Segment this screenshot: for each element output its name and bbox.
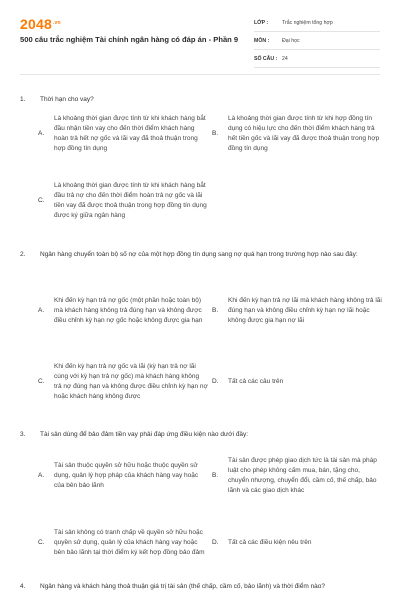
option-text: Tài sản được phép giao dịch tức là tài sản mà pháp luật cho phép không cấm mua, bán, tặng cho, chuyển nhượng, chuyển đổi, cầm cố, thế chấp, bảo lãnh và các giao dịch khác xyxy=(228,457,377,494)
question-text: Thời hạn cho vay? xyxy=(40,96,94,103)
logo-domain: .vn xyxy=(52,20,61,26)
info-value: 24 xyxy=(282,55,288,62)
question-number: 2. xyxy=(20,251,26,258)
option-3c[interactable] xyxy=(38,517,208,569)
question-2 xyxy=(20,250,382,260)
option-1b[interactable] xyxy=(212,105,382,163)
question-number: 1. xyxy=(20,96,26,103)
question-text: Tài sản dùng để bảo đảm tiền vay phải đáp ứng điều kiện nào dưới đây: xyxy=(40,431,249,438)
info-label: LỚP : xyxy=(254,19,269,26)
page-header xyxy=(0,0,400,70)
option-2b[interactable] xyxy=(212,286,382,336)
option-text: Là khoảng thời gian được tính từ khi khách hàng bắt đầu trả nợ cho đến thời điểm hoàn trả nợ gốc và lãi tiền vay đã được thoả thuận trong hợp đồng tín dụng được ký giữa ngân hàng xyxy=(54,182,207,219)
option-2d[interactable] xyxy=(212,376,382,388)
info-value: Đại học xyxy=(282,37,300,44)
info-row-subject xyxy=(254,32,380,50)
option-letter: A. xyxy=(38,472,45,479)
header-divider xyxy=(20,74,380,75)
option-letter: B. xyxy=(212,307,219,314)
option-letter: C. xyxy=(38,378,45,385)
question-3 xyxy=(20,430,382,440)
option-text: Tất cả các câu trên xyxy=(228,378,284,385)
question-1 xyxy=(20,95,382,105)
option-text: Tài sản không có tranh chấp về quyền sở hữu hoặc quyền sử dụng, quản lý của khách hàng vay hoặc bên bảo lãnh tại thời điểm ký kết hợp đồng bảo đảm xyxy=(54,529,205,556)
option-letter: C. xyxy=(38,539,45,546)
option-3b[interactable] xyxy=(212,447,382,505)
logo-text: 2048 xyxy=(20,16,52,32)
info-label: MÔN : xyxy=(254,37,270,44)
site-logo[interactable] xyxy=(20,16,61,32)
option-letter: A. xyxy=(38,307,45,314)
option-text: Tài sản thuộc quyền sở hữu hoặc thuộc quyền sử dụng, quản lý hợp pháp của khách hàng vay hoặc của bên bảo lãnh xyxy=(54,462,199,489)
option-letter: D. xyxy=(212,539,219,546)
option-text: Khi đến kỳ hạn trả nợ gốc (một phần hoặc toàn bộ) mà khách hàng không trả đúng hạn và không được điều chỉnh kỳ hạn nợ gốc hoặc không được gia hạn xyxy=(54,297,203,324)
info-row-count xyxy=(254,50,380,68)
option-text: Khi đến kỳ hạn trả nợ lãi mà khách hàng không trả lãi đúng hạn và không điều chỉnh kỳ hạn nợ lãi hoặc không được gia hạn nợ lãi xyxy=(228,297,382,324)
option-letter: B. xyxy=(212,130,219,137)
option-2a[interactable] xyxy=(38,286,208,336)
document-title: 500 câu trắc nghiệm Tài chính ngân hàng có đáp án - Phần 9 xyxy=(20,35,239,44)
question-number: 4. xyxy=(20,583,26,590)
option-text: Là khoảng thời gian được tính từ khi hợp đồng tín dụng có hiệu lực cho đến thời điểm khách hàng trả hết tiền gốc và lãi vay đã được thoả thuận trong hợp đồng tín dụng xyxy=(228,115,380,152)
question-text: Ngân hàng chuyển toàn bộ số nợ của một hợp đồng tín dụng sang nợ quá hạn trong trường hợp nào sau đây: xyxy=(40,251,358,258)
document-info xyxy=(254,14,380,68)
question-number: 3. xyxy=(20,431,26,438)
question-text: Ngân hàng và khách hàng thoả thuận giá trị tài sản (thế chấp, cầm cố, bảo lãnh) và thời điểm nào? xyxy=(40,583,326,590)
option-text: Tất cả các điều kiện nêu trên xyxy=(228,539,312,546)
option-3a[interactable] xyxy=(38,447,208,505)
info-value: Trắc nghiệm tổng hợp xyxy=(282,19,333,26)
option-3d[interactable] xyxy=(212,537,382,549)
option-letter: C. xyxy=(38,197,45,204)
question-4 xyxy=(20,582,382,592)
option-letter: B. xyxy=(212,472,219,479)
option-text: Khi đến kỳ hạn trả nợ gốc và lãi (kỳ hạn trả nợ lãi cùng với kỳ hạn trả nợ gốc) mà khách hàng không trả nợ đúng hạn và không được điều chỉnh kỳ hạn nợ hoặc khách hàng không được xyxy=(54,363,208,400)
option-1a[interactable] xyxy=(38,105,208,163)
info-row-class xyxy=(254,14,380,32)
info-label: SỐ CÂU : xyxy=(254,55,278,62)
option-2c[interactable] xyxy=(38,353,208,411)
option-1c[interactable] xyxy=(38,172,208,230)
option-letter: D. xyxy=(212,378,219,385)
option-text: Là khoảng thời gian được tính từ khi khách hàng bắt đầu nhận tiền vay cho đến thời điểm khách hàng hoàn trả hết nợ gốc và lãi vay đã thoả thuận trong hợp đồng tín dụng xyxy=(54,115,206,152)
option-letter: A. xyxy=(38,130,45,137)
